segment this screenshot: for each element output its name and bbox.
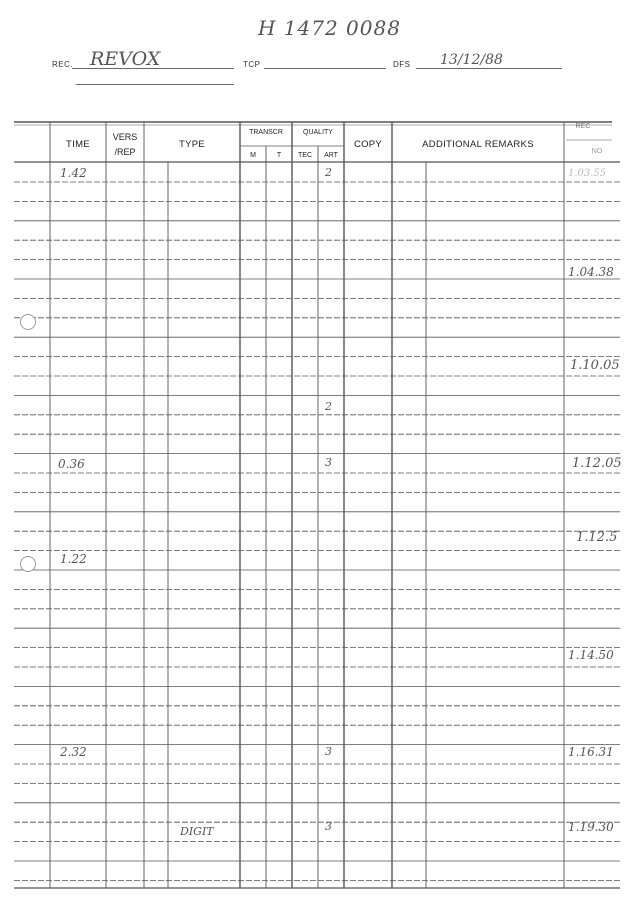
col-header-rep: /REP [114, 147, 136, 157]
entry-art-10: 3 [325, 820, 332, 833]
col-header-m: M [250, 152, 256, 159]
col-header-art: ART [324, 152, 338, 159]
binder-hole-top [20, 314, 36, 330]
entry-rec-6: 1.12.5 [576, 530, 618, 545]
entry-art-9: 3 [325, 745, 332, 758]
col-header-copy: COPY [353, 139, 383, 150]
entry-rec-9: 1.16.31 [568, 745, 614, 759]
dfs-label: DFS [393, 60, 411, 69]
document-stamp-number: H 1472 0088 [258, 16, 401, 40]
entry-type-10: DIGIT [180, 825, 214, 838]
entry-art-4: 2 [325, 400, 332, 413]
col-header-rec: REC [575, 123, 591, 130]
entry-rec-3: 1.10.05 [570, 358, 620, 373]
tcp-label: TCP [243, 60, 261, 69]
entry-time-7: 1.22 [60, 552, 87, 566]
entry-rec-1: 1.03.55 [568, 168, 607, 179]
col-header-quality: QUALITY [303, 129, 333, 136]
col-header-time: TIME [66, 139, 90, 150]
col-header-rec-no: NO [591, 148, 603, 155]
col-header-type: TYPE [178, 139, 205, 150]
entry-rec-8: 1.14.50 [568, 648, 614, 662]
col-header-vers: VERS [112, 132, 138, 142]
binder-hole-bottom [20, 556, 36, 572]
dfs-value: 13/12/88 [440, 52, 503, 68]
col-header-transcr: TRANSCR [249, 129, 283, 136]
col-header-t: T [276, 152, 282, 159]
entry-rec-5: 1.12.05 [572, 456, 622, 471]
entry-art-5: 3 [325, 456, 332, 469]
entry-time-5: 0.36 [58, 457, 85, 471]
rec-label: REC. [52, 60, 74, 69]
entry-art-1: 2 [325, 166, 332, 179]
entry-rec-2: 1.04.38 [568, 265, 614, 279]
rec-value: REVOX [90, 48, 161, 70]
entry-time-1: 1.42 [60, 166, 87, 180]
entry-rec-10: 1.19.30 [568, 820, 614, 834]
col-header-tec: TEC [298, 152, 312, 159]
col-header-additional-remarks: ADDITIONAL REMARKS [422, 139, 534, 150]
entry-time-9: 2.32 [60, 745, 87, 759]
